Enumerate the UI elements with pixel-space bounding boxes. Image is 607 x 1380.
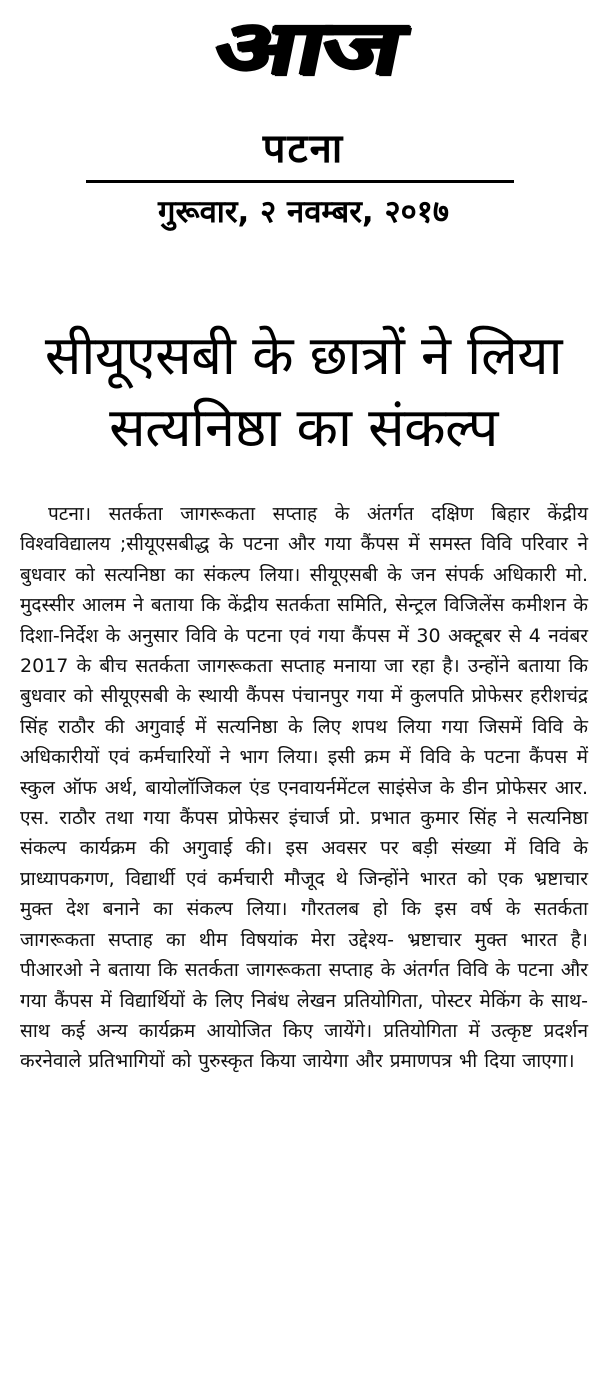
headline-line-2: सत्यनिष्ठा का संकल्प (109, 396, 498, 460)
article-headline (14, 320, 593, 464)
edition-city: पटना (262, 126, 345, 172)
headline-line-1: सीयूएसबी के छात्रों ने लिया (44, 324, 563, 388)
newspaper-logo: आज (206, 5, 409, 91)
masthead (0, 5, 607, 94)
edition-date: गुरूवार, २ नवम्बर, २०१७ (158, 194, 449, 230)
divider-line (86, 180, 514, 183)
article-body: पटना। सतर्कता जागरूकता सप्ताह के अंतर्गत दक्षिण बिहार केंद्रीय विश्वविद्यालय ;सीयूएसबीद्ध के पटना और गया कैंपस में समस्त विवि परिवार ने बुधवार को सत्यनिष्ठा का संकल्प लिया। सीयूएसबी के जन संपर्क अधिकारी मो. मुदस्सीर आलम ने बताया कि केंद्रीय सतर्कता समिति, सेन्ट्रल विजिलेंस कमीशन के दिशा-निर्देश के अनुसार विवि के पटना एवं गया कैंपस में 30 अक्टूबर से 4 नवंबर 2017 के बीच सतर्कता जागरूकता सप्ताह मनाया जा रहा है। उन्होंने बताया कि बुधवार को सीयूएसबी के स्थायी कैंपस पंचानपुर गया में कुलपति प्रोफेसर हरीशचंद्र सिंह राठौर की अगुवाई में सत्यनिष्ठा के लिए शपथ लिया गया जिसमें विवि के अधिकारीयों एवं कर्मचारियों ने भाग लिया। इसी क्रम में विवि के पटना कैंपस में स्कुल ऑफ अर्थ, बायोलॉजिकल एंड एनवायर्नमेंटल साइंसेज के डीन प्रोफेसर आर. एस. राठौर तथा गया कैंपस प्रोफेसर इंचार्ज प्रो. प्रभात कुमार सिंह ने सत्यनिष्ठा संकल्प कार्यक्रम की अगुवाई की। इस अवसर पर बड़ी संख्या में विवि के प्राध्यापकगण, विद्यार्थी एवं कर्मचारी मौजूद थे जिन्होंने भारत को एक भ्रष्टाचार मुक्त देश बनाने का संकल्प लिया। गौरतलब हो कि इस वर्ष के सतर्कता जागरूकता सप्ताह का थीम विषयांक मेरा उद्देश्य- भ्रष्टाचार मुक्त भारत है। पीआरओ ने बताया कि सतर्कता जागरूकता सप्ताह के अंतर्गत विवि के पटना और गया कैंपस में विद्यार्थियों के लिए निबंध लेखन प्रतियोगिता, पोस्टर मेकिंग के साथ-साथ कई अन्य कार्यक्रम आयोजित किए जायेंगे। प्रतियोगिता में उत्कृष्ट प्रदर्शन करनेवाले प्रतिभागियों को पुरुस्कृत किया जायेगा और प्रमाणपत्र भी दिया जाएगा। (20, 503, 588, 1073)
